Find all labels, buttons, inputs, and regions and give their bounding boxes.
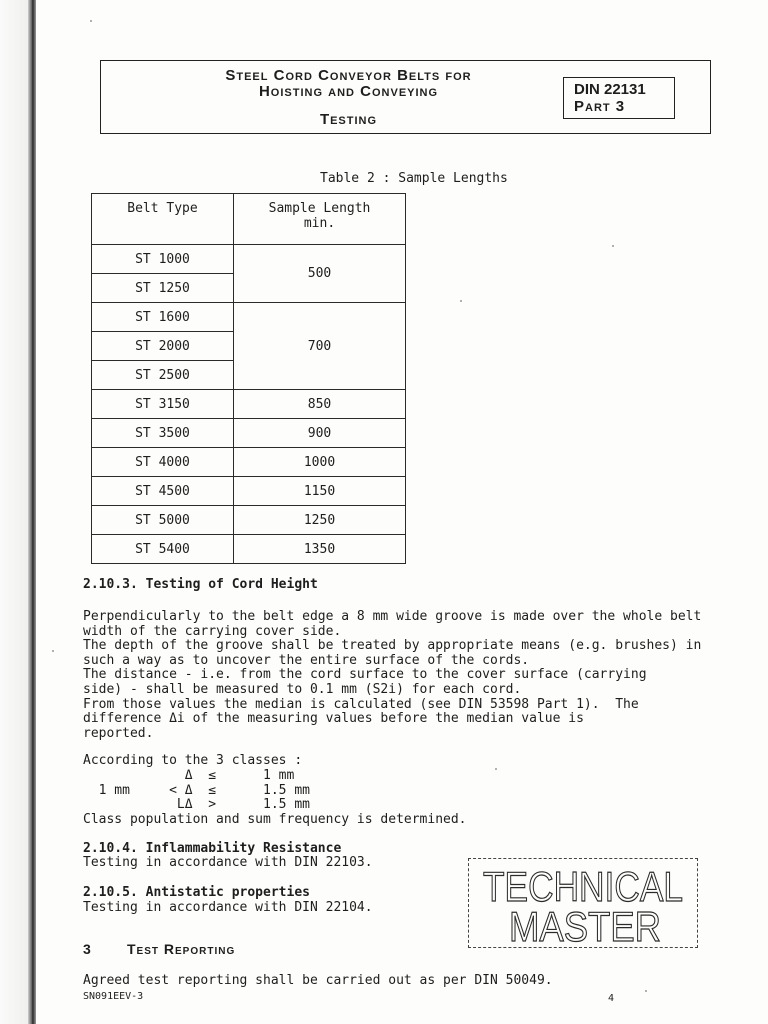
sample-length-cell: 700: [234, 303, 406, 390]
section-3-number: 3: [83, 941, 91, 957]
belt-type-cell: ST 1250: [92, 274, 234, 303]
din-number: DIN 22131: [574, 81, 646, 98]
scan-speck: [645, 990, 647, 992]
table-row: [92, 245, 406, 274]
stamp-line2: MASTER: [509, 903, 661, 949]
header-subtitle: Testing: [319, 111, 378, 128]
belt-type-cell: ST 4500: [92, 477, 234, 506]
document-code: SN091EEV-3: [83, 991, 144, 1002]
scan-speck: [495, 768, 497, 770]
belt-type-cell: ST 2500: [92, 361, 234, 390]
col-header-sample-length-line2: min.: [303, 216, 336, 231]
classes-outro: Class population and sum frequency is determined.: [83, 812, 467, 827]
sample-length-cell: 1250: [234, 506, 406, 535]
header-title-line2: Hoisting and Conveying: [258, 83, 439, 100]
document-header: [100, 60, 711, 134]
belt-type-cell: ST 5400: [92, 535, 234, 564]
din-reference-box: [563, 77, 675, 119]
sample-length-cell: 500: [234, 245, 406, 303]
technical-master-stamp: [468, 858, 698, 948]
section-2-10-3-paragraph: Perpendicularly to the belt edge a 8 mm wide groove is made over the whole belt width of the carrying cover side. The depth of the groove shall be treated by appropriate means (e.g. brushes) in such a way as to uncover the entire surface of the cords. The distance - i.e. from the cord surface to the cover surface (carrying side) - shall be measured to 0.1 mm (S2i) for each cord. From those values the median is calculated (see DIN 53598 Part 1). The difference Δi of the measuring values before the median value is reported.: [83, 609, 702, 741]
scan-speck: [52, 650, 54, 652]
din-part: Part 3: [574, 98, 626, 115]
belt-type-cell: ST 3500: [92, 419, 234, 448]
belt-type-cell: ST 1600: [92, 303, 234, 332]
section-2-10-5-heading: 2.10.5. Antistatic properties: [83, 885, 310, 900]
sample-length-cell: 900: [234, 419, 406, 448]
table-row: [92, 535, 406, 564]
sample-length-cell: 850: [234, 390, 406, 419]
col-header-sample-length: [234, 194, 406, 245]
table-row: [92, 419, 406, 448]
table-header-row: [92, 194, 406, 245]
belt-type-cell: ST 4000: [92, 448, 234, 477]
binding-edge: [28, 0, 36, 1024]
table-row: [92, 303, 406, 332]
belt-type-cell: ST 3150: [92, 390, 234, 419]
table-caption: Table 2 : Sample Lengths: [320, 171, 508, 186]
section-3-title: Test Reporting: [127, 941, 236, 957]
table-row: [92, 390, 406, 419]
classes-list: Δ ≤ 1 mm 1 mm < Δ ≤ 1.5 mm LΔ > 1.5 mm: [98, 768, 310, 813]
scan-speck: [612, 245, 614, 247]
scan-margin: [0, 0, 28, 1024]
stamp-lettering: [469, 859, 699, 949]
sample-length-cell: 1150: [234, 477, 406, 506]
section-3-heading: [83, 941, 235, 957]
table-row: [92, 477, 406, 506]
scan-speck: [460, 300, 462, 302]
sample-lengths-table: [91, 193, 406, 564]
section-3-text: Agreed test reporting shall be carried out as per DIN 50049.: [83, 973, 553, 988]
section-2-10-5-text: Testing in accordance with DIN 22104.: [83, 900, 373, 915]
header-title-line1: Steel Cord Conveyor Belts for: [225, 67, 472, 84]
col-header-belt-type: Belt Type: [92, 194, 234, 245]
table-row: [92, 506, 406, 535]
belt-type-cell: ST 2000: [92, 332, 234, 361]
table-row: [92, 448, 406, 477]
sample-length-cell: 1000: [234, 448, 406, 477]
section-2-10-4-text: Testing in accordance with DIN 22103.: [83, 855, 373, 870]
section-2-10-4-heading: 2.10.4. Inflammability Resistance: [83, 841, 342, 856]
sample-length-cell: 1350: [234, 535, 406, 564]
classes-intro: According to the 3 classes :: [83, 753, 303, 768]
belt-type-cell: ST 1000: [92, 245, 234, 274]
section-2-10-3-heading: 2.10.3. Testing of Cord Height: [83, 577, 318, 592]
stamp-line1: TECHNICAL: [483, 863, 683, 910]
scan-speck: [90, 20, 92, 22]
col-header-sample-length-line1: Sample Length: [268, 201, 371, 216]
belt-type-cell: ST 5000: [92, 506, 234, 535]
page-number: 4: [608, 993, 615, 1004]
